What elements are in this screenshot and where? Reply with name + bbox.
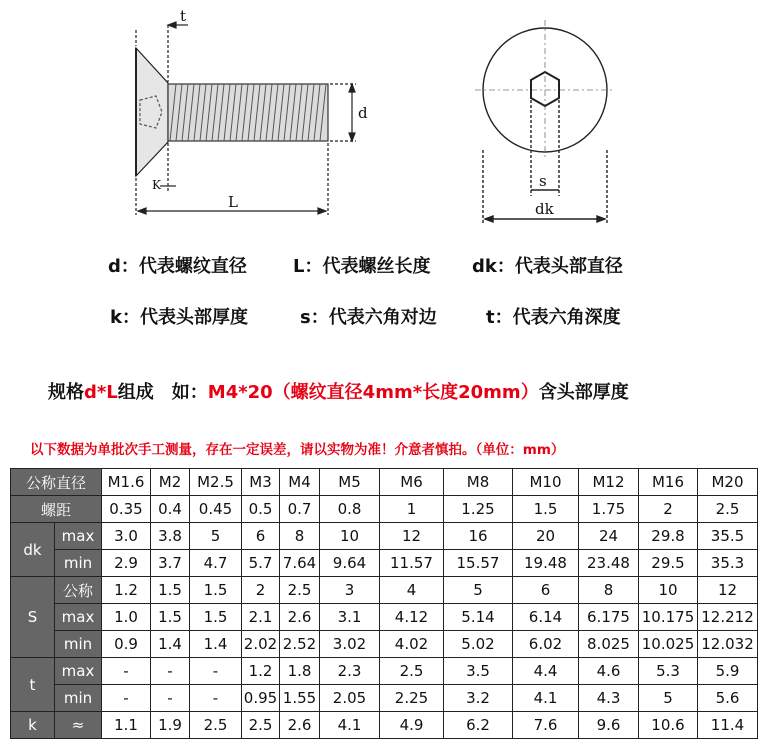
screw-shank	[168, 84, 328, 141]
value-cell: 2.5	[280, 577, 320, 604]
value-cell: 6.02	[513, 631, 579, 658]
value-cell: 4.02	[380, 631, 444, 658]
legend-item-t	[486, 303, 621, 329]
value-cell: 29.5	[639, 550, 698, 577]
spec-middle: 组成 如：	[117, 382, 208, 403]
screw-head-outline	[136, 48, 168, 176]
value-cell: 15.57	[444, 550, 513, 577]
legend-item-k	[110, 303, 248, 329]
value-cell: 2.52	[280, 631, 320, 658]
header-label-cell: 公称直径	[11, 469, 102, 496]
group-label-cell: t	[11, 658, 55, 712]
spec-formula: d*L	[84, 382, 118, 403]
value-cell: 1.4	[151, 631, 190, 658]
value-cell: 10.175	[639, 604, 698, 631]
value-cell: 35.3	[698, 550, 758, 577]
size-cell: M6	[380, 469, 444, 496]
value-cell: -	[102, 658, 151, 685]
sub-label-cell: ≈	[55, 712, 102, 739]
value-cell: 6.2	[444, 712, 513, 739]
value-cell: 4.3	[579, 685, 639, 712]
pitch-cell: 2	[639, 496, 698, 523]
sub-label-cell: min	[55, 631, 102, 658]
pitch-cell: 0.4	[151, 496, 190, 523]
value-cell: 0.95	[242, 685, 280, 712]
value-cell: 5.14	[444, 604, 513, 631]
legend-text: 代表六角对边	[328, 307, 437, 328]
pitch-cell: 1.5	[513, 496, 579, 523]
legend-item-dk	[472, 252, 623, 278]
value-cell: 11.57	[380, 550, 444, 577]
group-label-cell: k	[11, 712, 55, 739]
value-cell: 1.5	[151, 577, 190, 604]
value-cell: 12	[380, 523, 444, 550]
spec-table	[10, 468, 758, 739]
value-cell: 4.9	[380, 712, 444, 739]
table-row	[11, 604, 758, 631]
legend-code: s：	[300, 307, 329, 328]
group-label-cell: dk	[11, 523, 55, 577]
value-cell: 1.5	[190, 604, 242, 631]
size-cell: M8	[444, 469, 513, 496]
value-cell: 2.02	[242, 631, 280, 658]
value-cell: 3.8	[151, 523, 190, 550]
sub-label-cell: 公称	[55, 577, 102, 604]
value-cell: 2.05	[320, 685, 380, 712]
value-cell: 4	[380, 577, 444, 604]
value-cell: 4.1	[513, 685, 579, 712]
size-cell: M3	[242, 469, 280, 496]
table-row	[11, 658, 758, 685]
value-cell: 5.7	[242, 550, 280, 577]
value-cell: 5	[639, 685, 698, 712]
value-cell: 12.032	[698, 631, 758, 658]
legend-code: L：	[293, 256, 323, 277]
value-cell: 12.212	[698, 604, 758, 631]
sub-label-cell: min	[55, 685, 102, 712]
label-d: d	[358, 104, 368, 122]
value-cell: 3.02	[320, 631, 380, 658]
value-cell: 3.1	[320, 604, 380, 631]
value-cell: 23.48	[579, 550, 639, 577]
sub-label-cell: max	[55, 604, 102, 631]
size-cell: M4	[280, 469, 320, 496]
value-cell: 2.9	[102, 550, 151, 577]
value-cell: 1.5	[151, 604, 190, 631]
pitch-cell: 1.75	[579, 496, 639, 523]
legend-text: 代表头部直径	[514, 256, 623, 277]
value-cell: 7.6	[513, 712, 579, 739]
spec-table-body	[11, 469, 758, 739]
value-cell: 3.5	[444, 658, 513, 685]
table-row	[11, 523, 758, 550]
table-row-pitch	[11, 496, 758, 523]
sub-label-cell: min	[55, 550, 102, 577]
value-cell: 4.12	[380, 604, 444, 631]
table-row	[11, 685, 758, 712]
pitch-cell: 0.45	[190, 496, 242, 523]
value-cell: 5.02	[444, 631, 513, 658]
pitch-cell: 0.7	[280, 496, 320, 523]
value-cell: 1.0	[102, 604, 151, 631]
value-cell: 4.6	[579, 658, 639, 685]
value-cell: 29.8	[639, 523, 698, 550]
legend-text: 代表螺纹直径	[138, 256, 247, 277]
value-cell: 19.48	[513, 550, 579, 577]
value-cell: 6.14	[513, 604, 579, 631]
value-cell: 1.2	[102, 577, 151, 604]
legend-text: 代表头部厚度	[139, 307, 248, 328]
size-cell: M12	[579, 469, 639, 496]
value-cell: 24	[579, 523, 639, 550]
measurement-note: 以下数据为单批次手工测量，存在一定误差，请以实物为准！介意者慎拍。（单位：mm）	[30, 442, 565, 458]
value-cell: 5.3	[639, 658, 698, 685]
pitch-cell: 1.25	[444, 496, 513, 523]
table-row	[11, 550, 758, 577]
size-cell: M16	[639, 469, 698, 496]
value-cell: 5	[444, 577, 513, 604]
value-cell: 2.1	[242, 604, 280, 631]
value-cell: 5	[190, 523, 242, 550]
legend-code: dk：	[472, 256, 515, 277]
value-cell: 4.7	[190, 550, 242, 577]
group-label-cell: S	[11, 577, 55, 658]
value-cell: 1.9	[151, 712, 190, 739]
table-row	[11, 577, 758, 604]
legend-item-d	[108, 252, 247, 278]
value-cell: 5.9	[698, 658, 758, 685]
legend-code: t：	[486, 307, 513, 328]
value-cell: 9.64	[320, 550, 380, 577]
value-cell: 16	[444, 523, 513, 550]
value-cell: 10.025	[639, 631, 698, 658]
value-cell: -	[151, 658, 190, 685]
value-cell: -	[102, 685, 151, 712]
legend-item-l	[293, 252, 430, 278]
value-cell: 3	[320, 577, 380, 604]
value-cell: 1.55	[280, 685, 320, 712]
value-cell: 6.175	[579, 604, 639, 631]
value-cell: 3.0	[102, 523, 151, 550]
value-cell: 10	[320, 523, 380, 550]
spec-format-line	[48, 378, 629, 404]
label-t: t	[180, 7, 187, 25]
pitch-cell: 0.8	[320, 496, 380, 523]
screw-top-view	[475, 20, 615, 225]
value-cell: 11.4	[698, 712, 758, 739]
pitch-cell: 0.35	[102, 496, 151, 523]
value-cell: 35.5	[698, 523, 758, 550]
pitch-cell: 1	[380, 496, 444, 523]
spec-prefix: 规格	[48, 382, 84, 403]
value-cell: 0.9	[102, 631, 151, 658]
value-cell: 2.5	[380, 658, 444, 685]
value-cell: 20	[513, 523, 579, 550]
value-cell: 9.6	[579, 712, 639, 739]
size-cell: M1.6	[102, 469, 151, 496]
value-cell: 2.25	[380, 685, 444, 712]
label-k: K	[152, 178, 161, 192]
legend-text: 代表六角深度	[512, 307, 621, 328]
screw-technical-drawing	[0, 0, 760, 240]
pitch-label-cell: 螺距	[11, 496, 102, 523]
label-s: s	[539, 172, 547, 190]
size-cell: M5	[320, 469, 380, 496]
legend-code: k：	[110, 307, 140, 328]
size-cell: M2.5	[190, 469, 242, 496]
value-cell: 3.2	[444, 685, 513, 712]
value-cell: 1.8	[280, 658, 320, 685]
value-cell: 2.5	[242, 712, 280, 739]
spec-example: M4*20（螺纹直径4mm*长度20mm）	[207, 382, 539, 403]
value-cell: 4.1	[320, 712, 380, 739]
value-cell: 6	[513, 577, 579, 604]
sub-label-cell: max	[55, 658, 102, 685]
value-cell: 6	[242, 523, 280, 550]
size-cell: M10	[513, 469, 579, 496]
size-cell: M2	[151, 469, 190, 496]
value-cell: 1.1	[102, 712, 151, 739]
label-l: L	[228, 193, 238, 211]
sub-label-cell: max	[55, 523, 102, 550]
value-cell: 2.3	[320, 658, 380, 685]
legend-item-s	[300, 303, 437, 329]
legend-text: 代表螺丝长度	[322, 256, 431, 277]
value-cell: 8.025	[579, 631, 639, 658]
value-cell: -	[151, 685, 190, 712]
pitch-cell: 0.5	[242, 496, 280, 523]
value-cell: 7.64	[280, 550, 320, 577]
label-dk: dk	[535, 200, 554, 218]
value-cell: 3.7	[151, 550, 190, 577]
value-cell: 8	[579, 577, 639, 604]
value-cell: 2.5	[190, 712, 242, 739]
value-cell: 10	[639, 577, 698, 604]
value-cell: 2.6	[280, 712, 320, 739]
spec-suffix: 含头部厚度	[538, 382, 629, 403]
value-cell: -	[190, 685, 242, 712]
pitch-cell: 2.5	[698, 496, 758, 523]
value-cell: 12	[698, 577, 758, 604]
value-cell: 1.4	[190, 631, 242, 658]
table-header-row	[11, 469, 758, 496]
value-cell: -	[190, 658, 242, 685]
legend-code: d：	[108, 256, 139, 277]
value-cell: 2	[242, 577, 280, 604]
value-cell: 10.6	[639, 712, 698, 739]
table-row	[11, 631, 758, 658]
value-cell: 8	[280, 523, 320, 550]
value-cell: 2.6	[280, 604, 320, 631]
screw-side-view	[136, 22, 356, 215]
table-row	[11, 712, 758, 739]
value-cell: 1.2	[242, 658, 280, 685]
value-cell: 1.5	[190, 577, 242, 604]
value-cell: 4.4	[513, 658, 579, 685]
size-cell: M20	[698, 469, 758, 496]
value-cell: 5.6	[698, 685, 758, 712]
